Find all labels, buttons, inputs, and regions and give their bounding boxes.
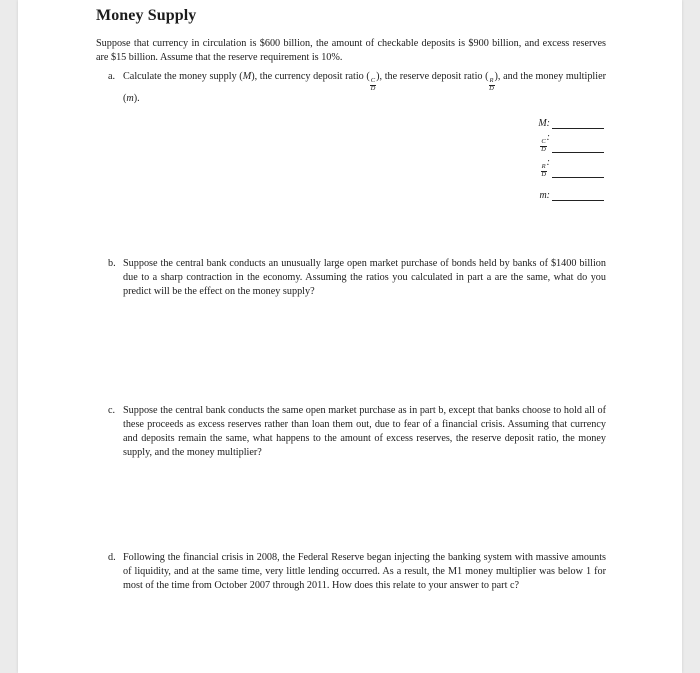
answer-cd-label	[518, 132, 552, 153]
fraction-den: D	[370, 84, 376, 92]
fraction-num: C	[370, 77, 376, 84]
fraction-den: D	[541, 145, 546, 153]
answer-cd	[518, 132, 604, 153]
page-title: Money Supply	[96, 7, 197, 24]
part-c	[108, 404, 606, 460]
answer-rd	[518, 157, 604, 178]
part-c-text: Suppose the central bank conducts the same open market purchase as in part b, except that banks choose to hold all of these proceeds as excess reserves rather than loan them out, due to fear of a financial crisis. Assuming that currency and deposits remain the same, what happens to the amount of excess reserves, the reserve deposit ratio, the money supply, and the money multiplier?	[123, 405, 606, 458]
fraction-den: D	[541, 170, 547, 178]
answer-M-label: M:	[538, 118, 550, 129]
answer-cd-blank[interactable]	[552, 143, 604, 153]
colon: :	[546, 157, 550, 168]
part-a-text-3: ), the reserve deposit ratio (	[376, 71, 489, 82]
answer-rd-blank[interactable]	[552, 168, 604, 178]
answer-rd-label	[518, 157, 552, 178]
part-a-text-5: ).	[133, 93, 140, 104]
answer-M	[518, 115, 604, 129]
fraction-num: R	[489, 77, 494, 84]
part-b-text: Suppose the central bank conducts an unusually large open market purchase of bonds held by banks of $1400 billion due to a sharp contraction in the economy. Assuming the ratios you calculated in part a are the same, what do you predict will be the effect on the money supply?	[123, 258, 606, 297]
part-a-text-1: Calculate the money supply (	[123, 71, 243, 82]
fraction-num: R	[541, 163, 546, 170]
var-M: M	[242, 71, 252, 82]
part-b-label: b.	[108, 258, 116, 269]
part-c-label: c.	[108, 405, 116, 416]
fraction-den: D	[489, 84, 494, 92]
answer-m	[518, 187, 604, 201]
part-a	[108, 70, 606, 106]
part-b	[108, 257, 606, 299]
fraction-num: C	[541, 138, 546, 145]
part-a-text-4: ), and the money multiplier (	[123, 71, 606, 104]
part-d-label: d.	[108, 552, 116, 563]
answer-m-blank[interactable]	[552, 191, 604, 201]
part-a-label: a.	[108, 71, 116, 82]
colon: :	[546, 132, 550, 143]
answer-m-label: m:	[539, 190, 550, 201]
answer-M-blank[interactable]	[552, 119, 604, 129]
var-m: m	[126, 93, 134, 104]
part-a-text	[123, 70, 606, 106]
part-d-text: Following the financial crisis in 2008, the Federal Reserve began injecting the banking system with massive amounts of liquidity, and at the same time, very little lending occurred. As a result, the M1 money multiplier was below 1 for most of the time from October 2007 through 2011. How does this relate to your answer to part c?	[123, 552, 606, 591]
part-a-text-2: ), the currency deposit ratio (	[251, 71, 370, 82]
part-d	[108, 551, 606, 593]
document-page	[18, 0, 682, 673]
intro-paragraph: Suppose that currency in circulation is $600 billion, the amount of checkable deposits is $900 billion, and excess reserves are $15 billion. Assume that the reserve requirement is 10%.	[96, 38, 606, 63]
